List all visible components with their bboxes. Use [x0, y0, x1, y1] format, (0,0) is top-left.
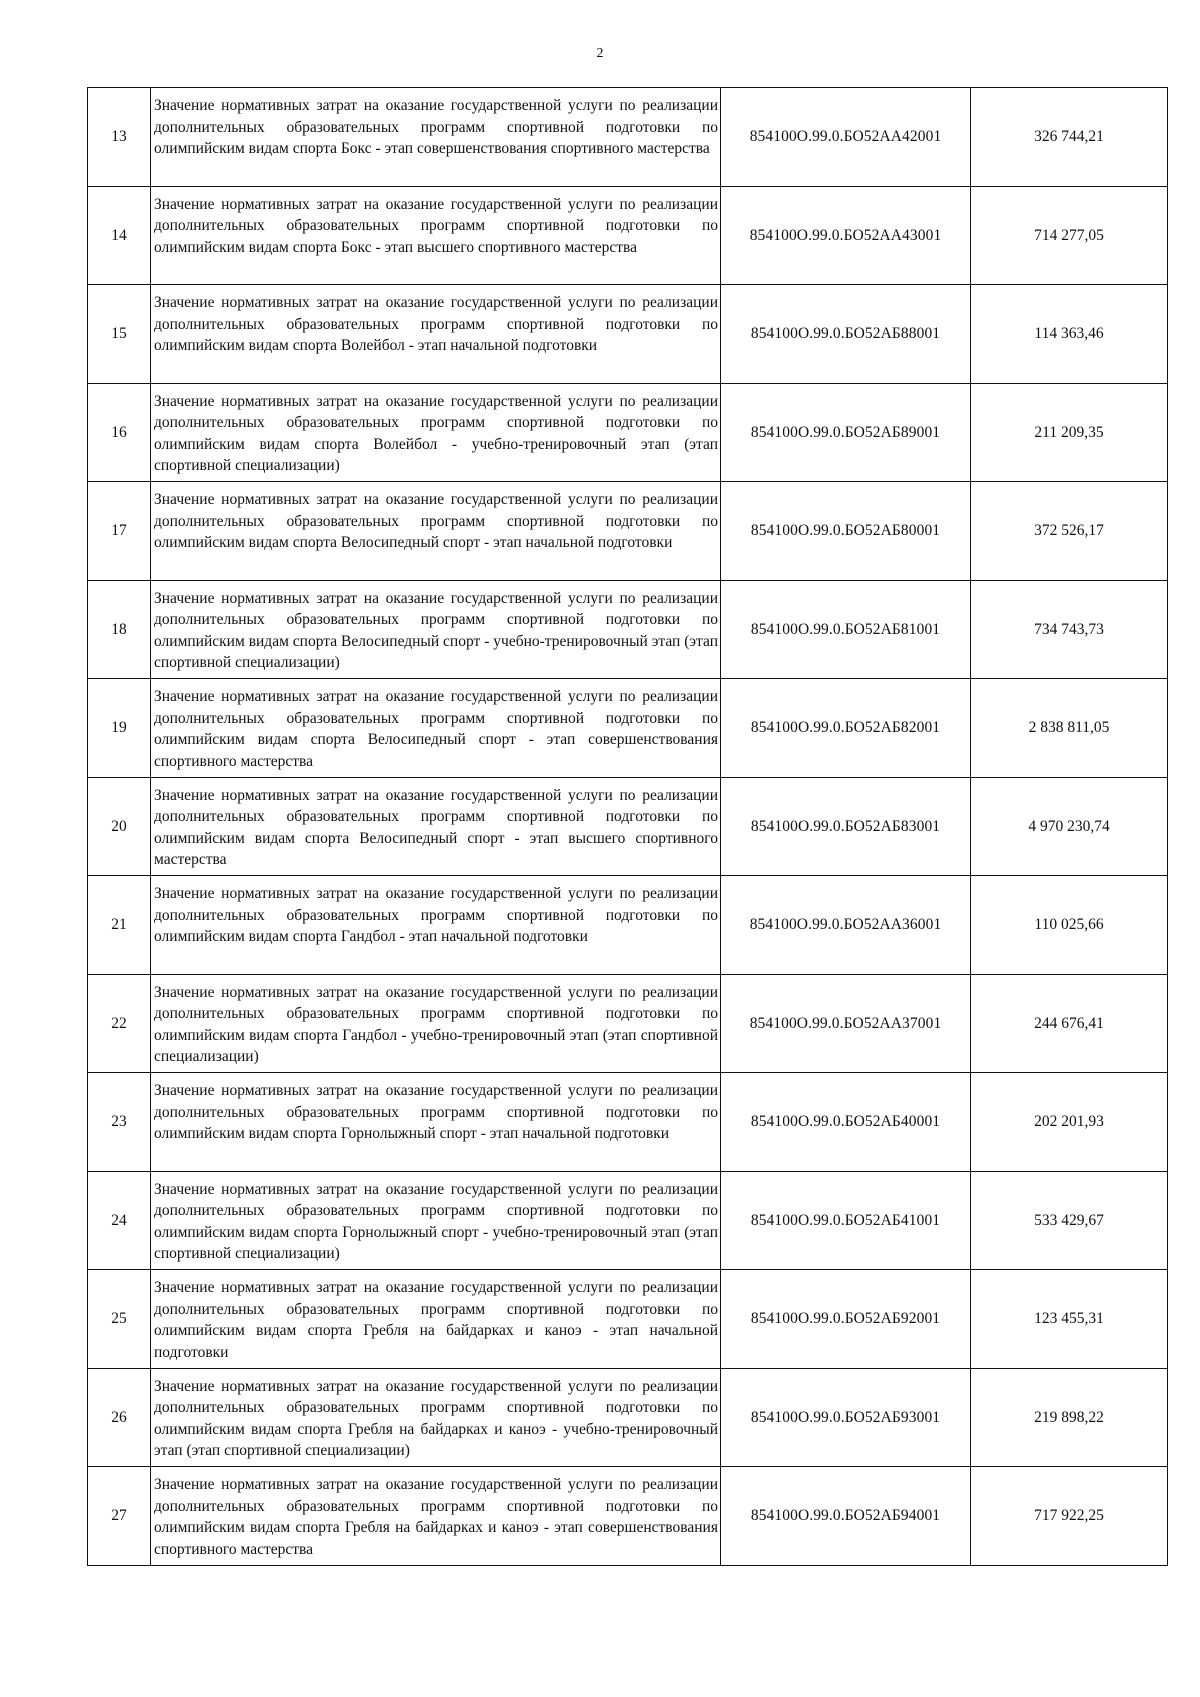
table-row: [88, 482, 1168, 581]
table-row: [88, 1368, 1168, 1467]
row-number: 13: [88, 88, 151, 187]
table-row: [88, 1171, 1168, 1270]
row-number: 26: [88, 1368, 151, 1467]
row-number: 24: [88, 1171, 151, 1270]
table-row: [88, 679, 1168, 778]
row-description: Значение нормативных затрат на оказание государственной услуги по реализации дополнительных образовательных программ спортивной подготовки по олимпийским видам спорта Гребля на байдарках и каноэ - этап начальной подготовки: [151, 1270, 721, 1369]
row-code: 854100О.99.0.БО52АБ41001: [721, 1171, 971, 1270]
row-value: 717 922,25: [971, 1467, 1168, 1566]
row-code: 854100О.99.0.БО52АА36001: [721, 876, 971, 975]
row-value: 244 676,41: [971, 974, 1168, 1073]
row-code: 854100О.99.0.БО52АА37001: [721, 974, 971, 1073]
row-description: Значение нормативных затрат на оказание государственной услуги по реализации дополнительных образовательных программ спортивной подготовки по олимпийским видам спорта Волейбол - учебно-тренировочный этап (этап спортивной специализации): [151, 383, 721, 482]
table-row: [88, 876, 1168, 975]
row-number: 14: [88, 186, 151, 285]
row-value: 219 898,22: [971, 1368, 1168, 1467]
row-description: Значение нормативных затрат на оказание государственной услуги по реализации дополнительных образовательных программ спортивной подготовки по олимпийским видам спорта Гандбол - этап начальной подготовки: [151, 876, 721, 975]
row-description: Значение нормативных затрат на оказание государственной услуги по реализации дополнительных образовательных программ спортивной подготовки по олимпийским видам спорта Бокс - этап высшего спортивного мастерства: [151, 186, 721, 285]
row-value: 114 363,46: [971, 285, 1168, 384]
row-number: 23: [88, 1073, 151, 1172]
row-value: 714 277,05: [971, 186, 1168, 285]
page-number: 2: [596, 46, 604, 61]
table-body: [88, 88, 1168, 1566]
row-code: 854100О.99.0.БО52АБ92001: [721, 1270, 971, 1369]
row-value: 372 526,17: [971, 482, 1168, 581]
row-code: 854100О.99.0.БО52АБ82001: [721, 679, 971, 778]
row-code: 854100О.99.0.БО52АБ80001: [721, 482, 971, 581]
row-number: 27: [88, 1467, 151, 1566]
row-number: 15: [88, 285, 151, 384]
table-row: [88, 974, 1168, 1073]
row-number: 19: [88, 679, 151, 778]
row-description: Значение нормативных затрат на оказание государственной услуги по реализации дополнительных образовательных программ спортивной подготовки по олимпийским видам спорта Велосипедный спорт - этап высшего спортивного мастерства: [151, 777, 721, 876]
row-code: 854100О.99.0.БО52АБ81001: [721, 580, 971, 679]
row-description: Значение нормативных затрат на оказание государственной услуги по реализации дополнительных образовательных программ спортивной подготовки по олимпийским видам спорта Велосипедный спорт - этап начальной подготовки: [151, 482, 721, 581]
row-description: Значение нормативных затрат на оказание государственной услуги по реализации дополнительных образовательных программ спортивной подготовки по олимпийским видам спорта Гребля на байдарках и каноэ - учебно-тренировочный этап (этап спортивной специализации): [151, 1368, 721, 1467]
row-number: 21: [88, 876, 151, 975]
row-code: 854100О.99.0.БО52АА42001: [721, 88, 971, 187]
row-number: 22: [88, 974, 151, 1073]
table-row: [88, 580, 1168, 679]
row-value: 123 455,31: [971, 1270, 1168, 1369]
row-code: 854100О.99.0.БО52АБ83001: [721, 777, 971, 876]
table-row: [88, 88, 1168, 187]
row-description: Значение нормативных затрат на оказание государственной услуги по реализации дополнительных образовательных программ спортивной подготовки по олимпийским видам спорта Горнолыжный спорт - этап начальной подготовки: [151, 1073, 721, 1172]
row-code: 854100О.99.0.БО52АБ89001: [721, 383, 971, 482]
row-code: 854100О.99.0.БО52АА43001: [721, 186, 971, 285]
table-row: [88, 777, 1168, 876]
row-code: 854100О.99.0.БО52АБ93001: [721, 1368, 971, 1467]
row-description: Значение нормативных затрат на оказание государственной услуги по реализации дополнительных образовательных программ спортивной подготовки по олимпийским видам спорта Горнолыжный спорт - учебно-тренировочный этап (этап спортивной специализации): [151, 1171, 721, 1270]
row-code: 854100О.99.0.БО52АБ94001: [721, 1467, 971, 1566]
table-row: [88, 1073, 1168, 1172]
row-value: 110 025,66: [971, 876, 1168, 975]
normative-costs-table: [87, 87, 1168, 1566]
table-row: [88, 1467, 1168, 1566]
row-number: 17: [88, 482, 151, 581]
row-description: Значение нормативных затрат на оказание государственной услуги по реализации дополнительных образовательных программ спортивной подготовки по олимпийским видам спорта Велосипедный спорт - этап совершенствования спортивного мастерства: [151, 679, 721, 778]
row-code: 854100О.99.0.БО52АБ40001: [721, 1073, 971, 1172]
row-value: 211 209,35: [971, 383, 1168, 482]
row-description: Значение нормативных затрат на оказание государственной услуги по реализации дополнительных образовательных программ спортивной подготовки по олимпийским видам спорта Велосипедный спорт - учебно-тренировочный этап (этап спортивной специализации): [151, 580, 721, 679]
table-row: [88, 383, 1168, 482]
table-row: [88, 186, 1168, 285]
table-row: [88, 1270, 1168, 1369]
row-value: 202 201,93: [971, 1073, 1168, 1172]
row-number: 20: [88, 777, 151, 876]
row-value: 4 970 230,74: [971, 777, 1168, 876]
row-value: 533 429,67: [971, 1171, 1168, 1270]
row-description: Значение нормативных затрат на оказание государственной услуги по реализации дополнительных образовательных программ спортивной подготовки по олимпийским видам спорта Волейбол - этап начальной подготовки: [151, 285, 721, 384]
row-description: Значение нормативных затрат на оказание государственной услуги по реализации дополнительных образовательных программ спортивной подготовки по олимпийским видам спорта Бокс - этап совершенствования спортивного мастерства: [151, 88, 721, 187]
table-row: [88, 285, 1168, 384]
row-description: Значение нормативных затрат на оказание государственной услуги по реализации дополнительных образовательных программ спортивной подготовки по олимпийским видам спорта Гандбол - учебно-тренировочный этап (этап спортивной специализации): [151, 974, 721, 1073]
row-value: 734 743,73: [971, 580, 1168, 679]
row-code: 854100О.99.0.БО52АБ88001: [721, 285, 971, 384]
row-description: Значение нормативных затрат на оказание государственной услуги по реализации дополнительных образовательных программ спортивной подготовки по олимпийским видам спорта Гребля на байдарках и каноэ - этап совершенствования спортивного мастерства: [151, 1467, 721, 1566]
row-number: 18: [88, 580, 151, 679]
row-number: 25: [88, 1270, 151, 1369]
row-value: 2 838 811,05: [971, 679, 1168, 778]
row-value: 326 744,21: [971, 88, 1168, 187]
row-number: 16: [88, 383, 151, 482]
